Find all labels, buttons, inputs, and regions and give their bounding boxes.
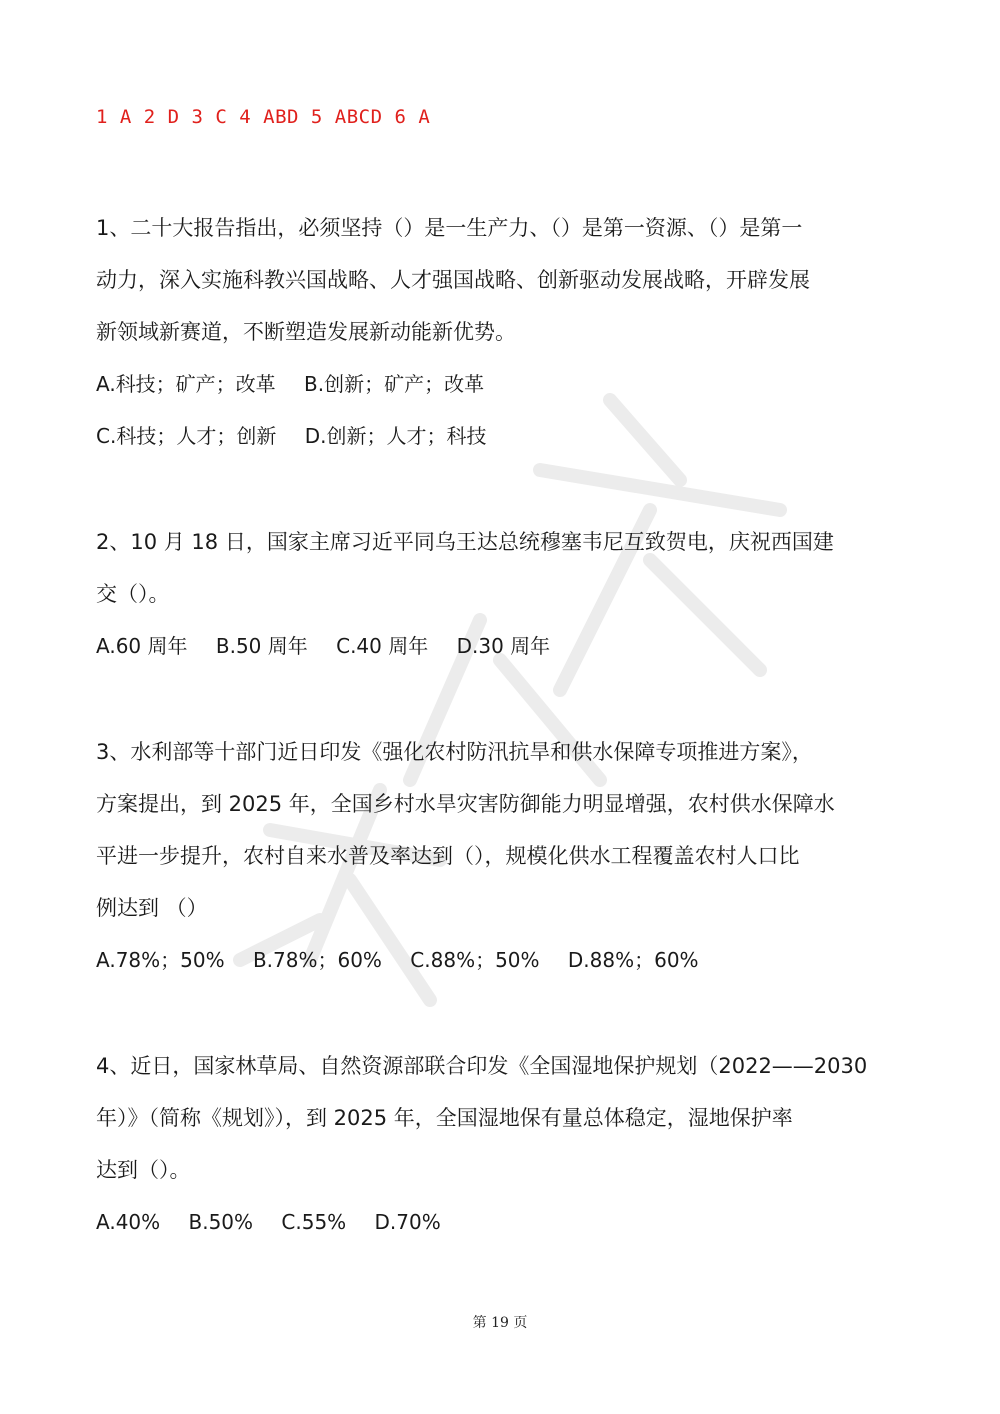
option-a: A.78%；50% (96, 948, 225, 972)
option-b: B.78%；60% (252, 948, 382, 972)
option-row (96, 410, 908, 462)
option-c: C.88%；50% (410, 948, 540, 972)
option-d: D.30 周年 (456, 634, 551, 658)
option-row (96, 358, 908, 410)
option-d: D.88%；60% (567, 948, 699, 972)
option-c: C.55% (281, 1210, 347, 1234)
page-number: 第 19 页 (472, 1315, 528, 1331)
question-stem-line: 新领域新赛道，不断塑造发展新动能新优势。 (96, 320, 516, 344)
question-1 (96, 202, 908, 462)
question-3 (96, 726, 908, 986)
option-c: C.科技；人才；创新 (96, 424, 277, 448)
question-stem-line: 平进一步提升，农村自来水普及率达到（），规模化供水工程覆盖农村人口比 (96, 844, 800, 868)
question-stem-line: 达到（）。 (96, 1158, 191, 1182)
question-stem-line: 2、10 月 18 日，国家主席习近平同乌王达总统穆塞韦尼互致贺电，庆祝西国建 (96, 530, 834, 554)
question-stem-line: 1、二十大报告指出，必须坚持（）是一生产力、（）是第一资源、（）是第一 (96, 216, 803, 240)
question-stem-line: 动力，深入实施科教兴国战略、人才强国战略、创新驱动发展战略，开辟发展 (96, 268, 810, 292)
question-stem-line: 例达到 （） (96, 896, 208, 920)
question-stem-line: 年）》（简称《规划》），到 2025 年，全国湿地保有量总体稳定，湿地保护率 (96, 1106, 793, 1130)
option-row (96, 1196, 908, 1248)
question-4 (96, 1040, 908, 1248)
option-b: B.50% (188, 1210, 254, 1234)
option-b: B.50 周年 (215, 634, 308, 658)
option-c: C.40 周年 (336, 634, 429, 658)
option-row (96, 934, 908, 986)
question-stem-line: 3、水利部等十部门近日印发《强化农村防汛抗旱和供水保障专项推进方案》， (96, 740, 813, 764)
answer-key: 1 A 2 D 3 C 4 ABD 5 ABCD 6 A (96, 106, 431, 128)
option-a: A.60 周年 (96, 634, 188, 658)
option-a: A.科技；矿产；改革 (96, 372, 276, 396)
option-d: D.70% (374, 1210, 441, 1234)
question-stem-line: 方案提出，到 2025 年，全国乡村水旱灾害防御能力明显增强，农村供水保障水 (96, 792, 835, 816)
question-2 (96, 516, 908, 672)
option-a: A.40% (96, 1210, 161, 1234)
option-row (96, 620, 908, 672)
question-stem-line: 交（）。 (96, 582, 170, 606)
option-b: B.创新；矿产；改革 (304, 372, 485, 396)
question-stem-line: 4、近日，国家林草局、自然资源部联合印发《全国湿地保护规划（2022——2030 (96, 1054, 868, 1078)
option-d: D.创新；人才；科技 (304, 424, 487, 448)
